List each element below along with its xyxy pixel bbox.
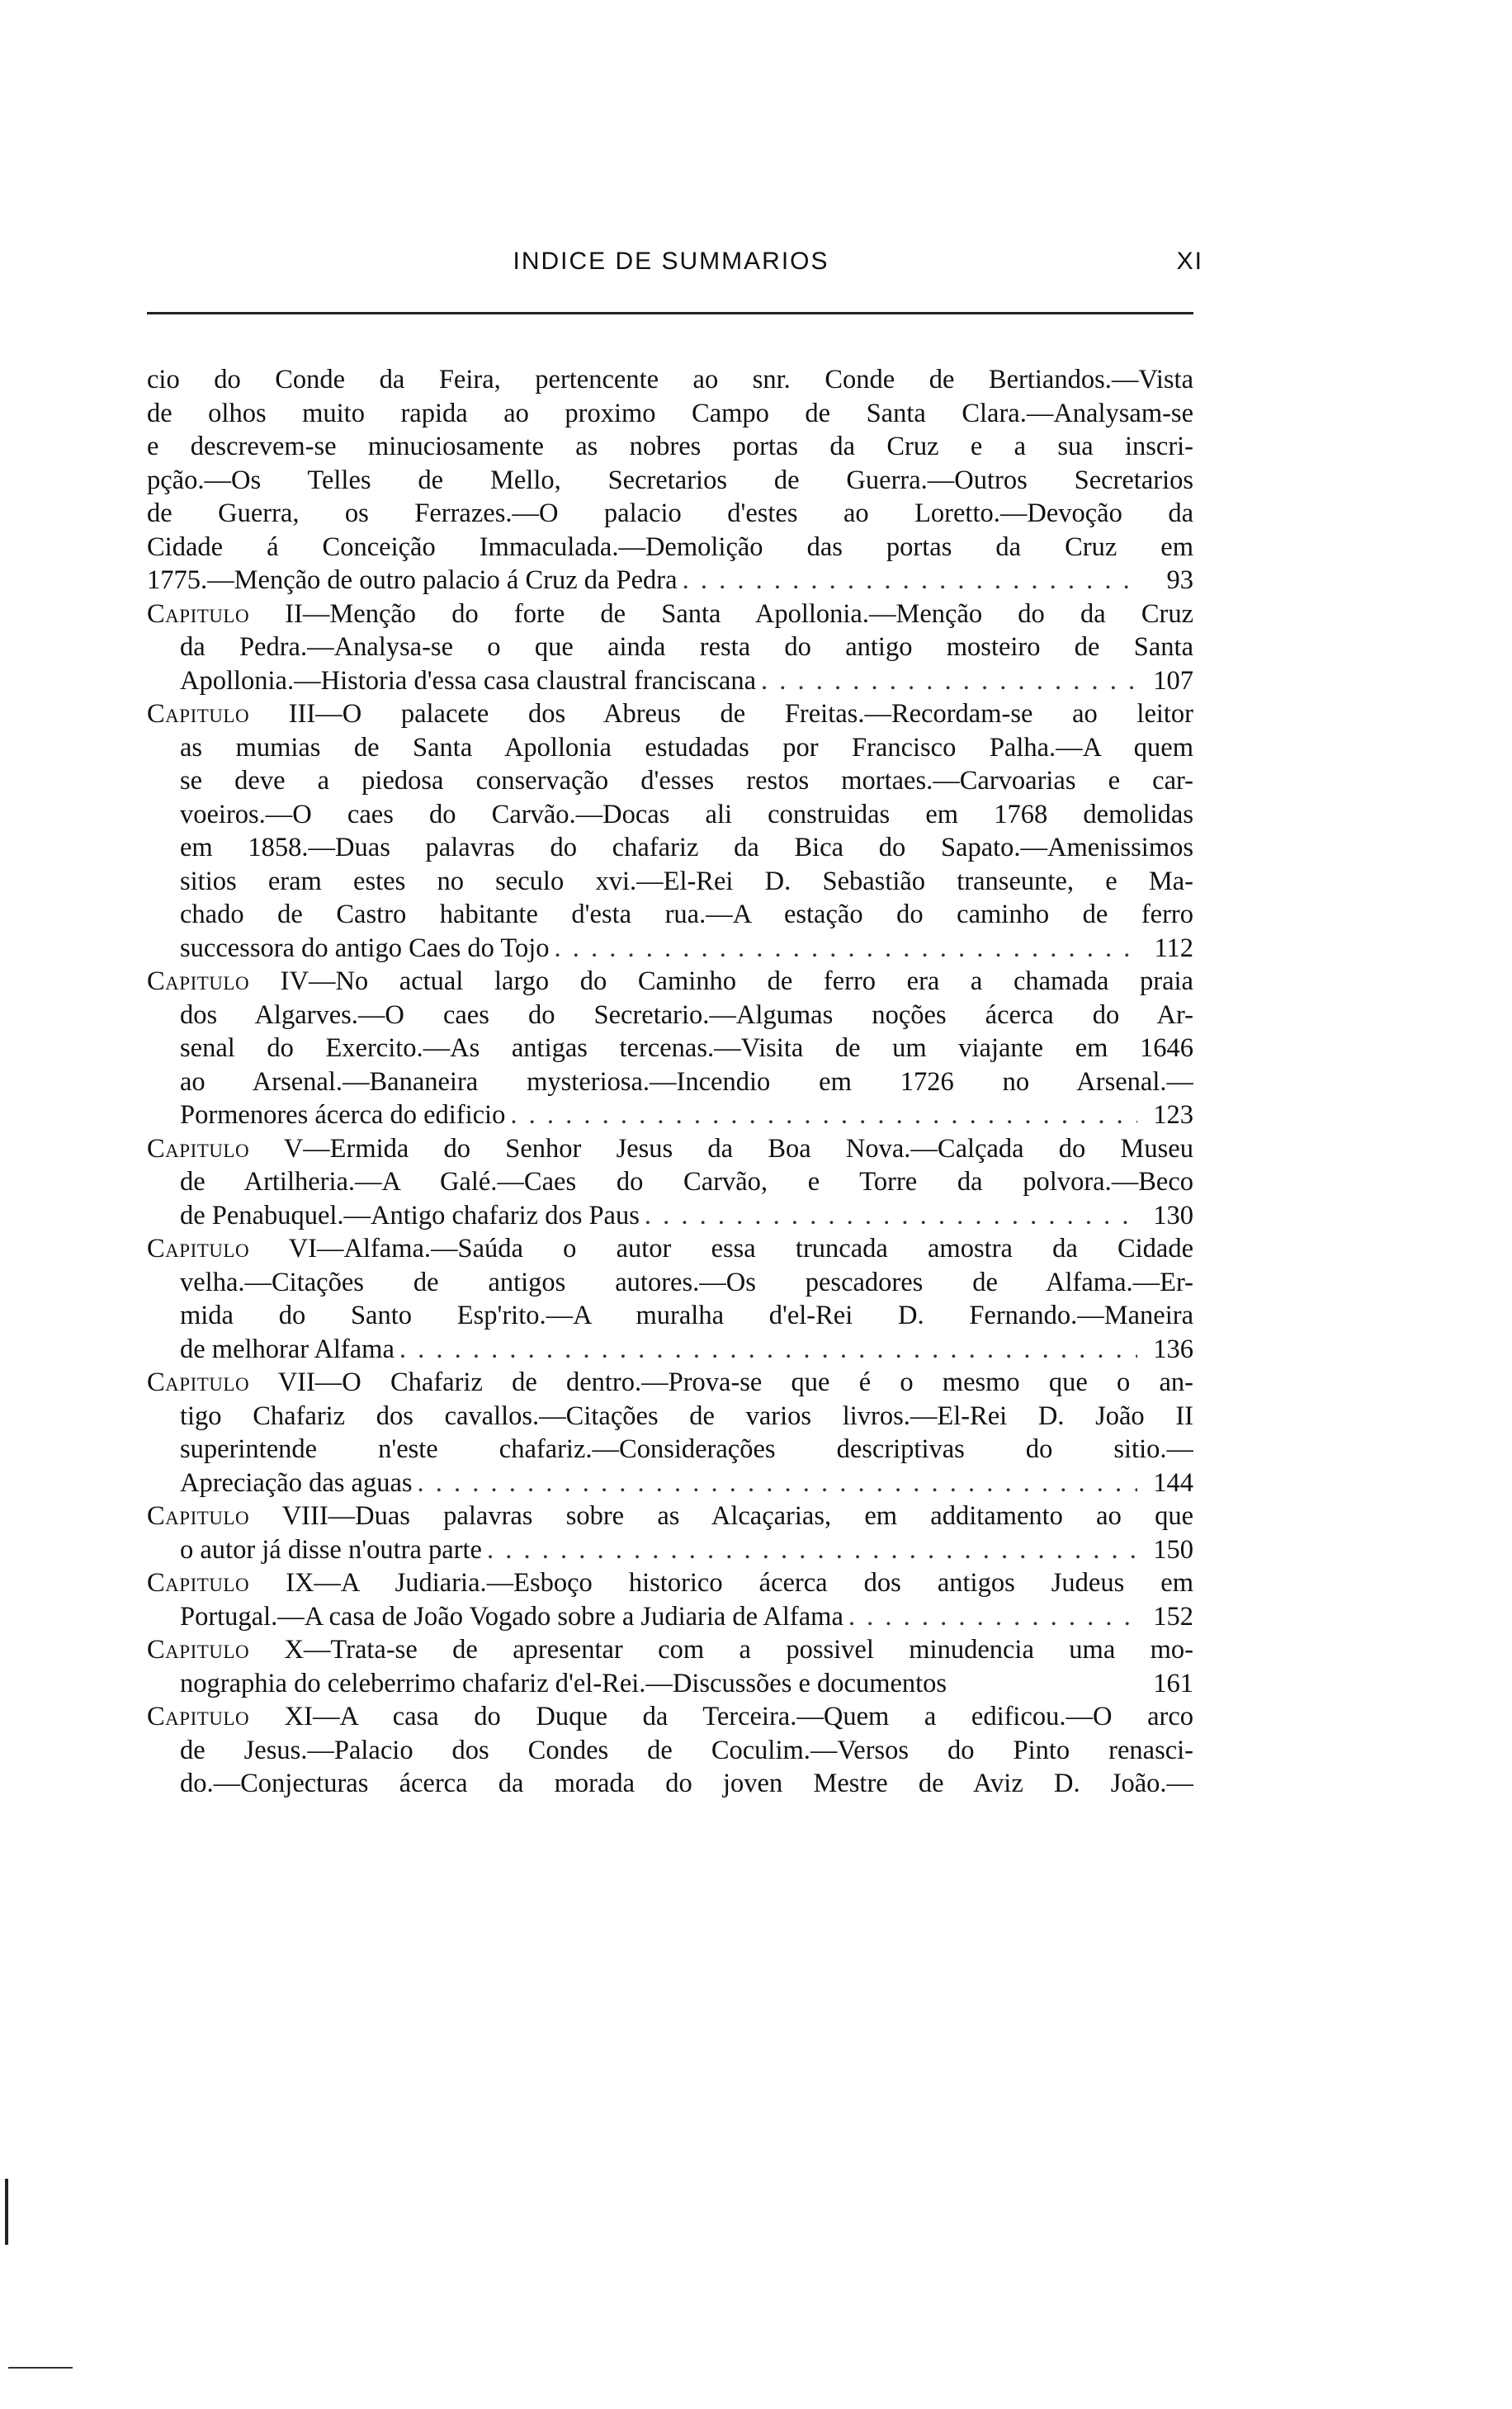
- index-entry-end-line: [147, 1333, 1193, 1367]
- dot-leader: [683, 564, 1137, 598]
- index-text-line: em 1858.—Duas palavras do chafariz da Bica do Sapato.—Amenissimos: [180, 833, 1193, 862]
- index-text-line: voeiros.—O caes do Carvão.—Docas ali construidas em 1768 demolidas: [180, 799, 1193, 829]
- page-folio: XI: [1176, 248, 1203, 275]
- index-text-line: superintende n'este chafariz.—Considerações descriptivas do sitio.—: [180, 1434, 1193, 1464]
- dot-leader: [510, 1098, 1137, 1132]
- page-number: 123: [1153, 1100, 1193, 1130]
- entry-text: Portugal.—A casa de João Vogado sobre a Judiaria de Alfama: [180, 1601, 843, 1632]
- index-text-line: Capitulo XI—A casa do Duque da Terceira.—Quem a edificou.—O arco: [147, 1702, 1193, 1731]
- page-number: 93: [1166, 565, 1193, 595]
- index-text-line: mida do Santo Esp'rito.—A muralha d'el-Rei D. Fernando.—Maneira: [180, 1301, 1193, 1330]
- dot-leader: [418, 1467, 1137, 1500]
- entry-text: Apreciação das aguas: [180, 1467, 413, 1498]
- index-entry-end-line: [147, 1467, 1193, 1500]
- chapter-label: Capitulo: [147, 598, 250, 629]
- chapter-label: Capitulo: [147, 1635, 250, 1665]
- index-entry-end-line: [147, 1600, 1193, 1634]
- index-entry-end-line: [147, 1098, 1193, 1132]
- entry-text: Pormenores ácerca do edificio: [180, 1100, 506, 1130]
- page-number: 136: [1153, 1334, 1193, 1364]
- index-text-line: as mumias de Santa Apollonia estudadas por Francisco Palha.—A quem: [180, 732, 1193, 763]
- index-entry-end-line: [147, 664, 1193, 698]
- chapter-label: Capitulo: [147, 1702, 250, 1731]
- index-text-line: Capitulo VII—O Chafariz de dentro.—Prova-se que é o mesmo que o an-: [147, 1367, 1193, 1397]
- entry-text: de melhorar Alfama: [180, 1334, 395, 1364]
- index-text-line: e descrevem-se minuciosamente as nobres portas da Cruz e a sua inscri-: [147, 432, 1193, 461]
- index-text-line: chado de Castro habitante d'esta rua.—A estação do caminho de ferro: [180, 900, 1193, 929]
- index-text-line: Capitulo VI—Alfama.—Saúda o autor essa truncada amostra da Cidade: [147, 1234, 1193, 1264]
- index-text-line: sitios eram estes no seculo xvi.—El-Rei D. Sebastião transeunte, e Ma-: [180, 866, 1193, 896]
- dot-leader: [555, 932, 1137, 966]
- index-text-line: Capitulo II—Menção do forte de Santa Apollonia.—Menção do da Cruz: [147, 598, 1193, 629]
- page-number: 107: [1153, 665, 1193, 696]
- chapter-label: Capitulo: [147, 699, 250, 729]
- index-text-line: Capitulo IV—No actual largo do Caminho de ferro era a chamada praia: [147, 966, 1193, 996]
- chapter-label: Capitulo: [147, 1501, 250, 1531]
- index-text-line: Capitulo IX—A Judiaria.—Esboço historico ácerca dos antigos Judeus em: [147, 1568, 1193, 1598]
- index-text-line: Cidade á Conceição Immaculada.—Demolição das portas da Cruz em: [147, 531, 1193, 562]
- index-text-line: se deve a piedosa conservação d'esses restos mortaes.—Carvoarias e car-: [180, 766, 1193, 796]
- page-number: 130: [1153, 1200, 1193, 1230]
- footer-rule: [8, 2367, 73, 2369]
- index-entry-end-line: [147, 1667, 1193, 1701]
- index-text-line: de Guerra, os Ferrazes.—O palacio d'estes ao Loretto.—Devoção da: [147, 498, 1193, 528]
- index-text-line: da Pedra.—Analysa-se o que ainda resta do antigo mosteiro de Santa: [180, 632, 1193, 662]
- entry-text: Apollonia.—Historia d'essa casa claustral franciscana: [180, 665, 757, 696]
- index-text-line: de Artilheria.—A Galé.—Caes do Carvão, e Torre da polvora.—Beco: [180, 1167, 1193, 1197]
- chapter-label: Capitulo: [147, 1234, 250, 1264]
- entry-text: nographia do celeberrimo chafariz d'el-Rei.—Discussões e documentos: [180, 1668, 947, 1698]
- index-text-line: senal do Exercito.—As antigas tercenas.—Visita de um viajante em 1646: [180, 1033, 1193, 1063]
- index-text-line: cio do Conde da Feira, pertencente ao snr. Conde de Bertiandos.—Vista: [147, 365, 1193, 394]
- margin-mark: [5, 2179, 8, 2245]
- dot-leader: [645, 1199, 1137, 1233]
- chapter-label: Capitulo: [147, 966, 250, 996]
- index-text-line: Capitulo V—Ermida do Senhor Jesus da Boa Nova.—Calçada do Museu: [147, 1133, 1193, 1164]
- running-title: INDICE DE SUMMARIOS: [513, 248, 829, 275]
- index-text-line: do.—Conjecturas ácerca da morada do joven Mestre de Aviz D. João.—: [180, 1769, 1193, 1798]
- chapter-label: Capitulo: [147, 1133, 250, 1164]
- header-rule: [147, 312, 1193, 314]
- page-number: 150: [1153, 1534, 1193, 1565]
- index-text-line: Capitulo III—O palacete dos Abreus de Freitas.—Recordam-se ao leitor: [147, 699, 1193, 729]
- index-text-line: tigo Chafariz dos cavallos.—Citações de varios livros.—El-Rei D. João II: [180, 1401, 1193, 1431]
- page-number: 161: [1153, 1668, 1193, 1698]
- entry-text: successora do antigo Caes do Tojo: [180, 933, 550, 963]
- index-text-line: velha.—Citações de antigos autores.—Os pescadores de Alfama.—Er-: [180, 1267, 1193, 1297]
- page-number: 112: [1154, 933, 1193, 963]
- dot-leader: [487, 1533, 1137, 1567]
- chapter-label: Capitulo: [147, 1568, 250, 1598]
- running-head: [147, 239, 1203, 289]
- chapter-label: Capitulo: [147, 1367, 250, 1397]
- index-entry-end-line: [147, 932, 1193, 966]
- index-text-line: ao Arsenal.—Bananeira mysteriosa.—Incendio em 1726 no Arsenal.—: [180, 1066, 1193, 1097]
- dot-leader: [848, 1600, 1137, 1634]
- entry-text: de Penabuquel.—Antigo chafariz dos Paus: [180, 1200, 640, 1230]
- entry-text: 1775.—Menção de outro palacio á Cruz da Pedra: [147, 565, 678, 595]
- index-entry-end-line: [147, 1199, 1193, 1233]
- index-text-line: dos Algarves.—O caes do Secretario.—Algumas noções ácerca do Ar-: [180, 999, 1193, 1030]
- index-text-line: Capitulo VIII—Duas palavras sobre as Alcaçarias, em additamento ao que: [147, 1501, 1193, 1531]
- index-text-line: de olhos muito rapida ao proximo Campo de Santa Clara.—Analysam-se: [147, 398, 1193, 428]
- index-entry-end-line: [147, 564, 1193, 598]
- page-number: 144: [1153, 1467, 1193, 1498]
- index-of-summaries: [147, 363, 1193, 1801]
- dot-leader: [399, 1333, 1137, 1367]
- page-number: 152: [1153, 1601, 1193, 1632]
- index-text-line: de Jesus.—Palacio dos Condes de Coculim.—Versos do Pinto renasci-: [180, 1735, 1193, 1765]
- entry-text: o autor já disse n'outra parte: [180, 1534, 482, 1565]
- index-entry-end-line: [147, 1533, 1193, 1567]
- index-text-line: pção.—Os Telles de Mello, Secretarios de Guerra.—Outros Secretarios: [147, 465, 1193, 495]
- index-text-line: Capitulo X—Trata-se de apresentar com a possivel minudencia uma mo-: [147, 1635, 1193, 1665]
- dot-leader: [761, 664, 1137, 698]
